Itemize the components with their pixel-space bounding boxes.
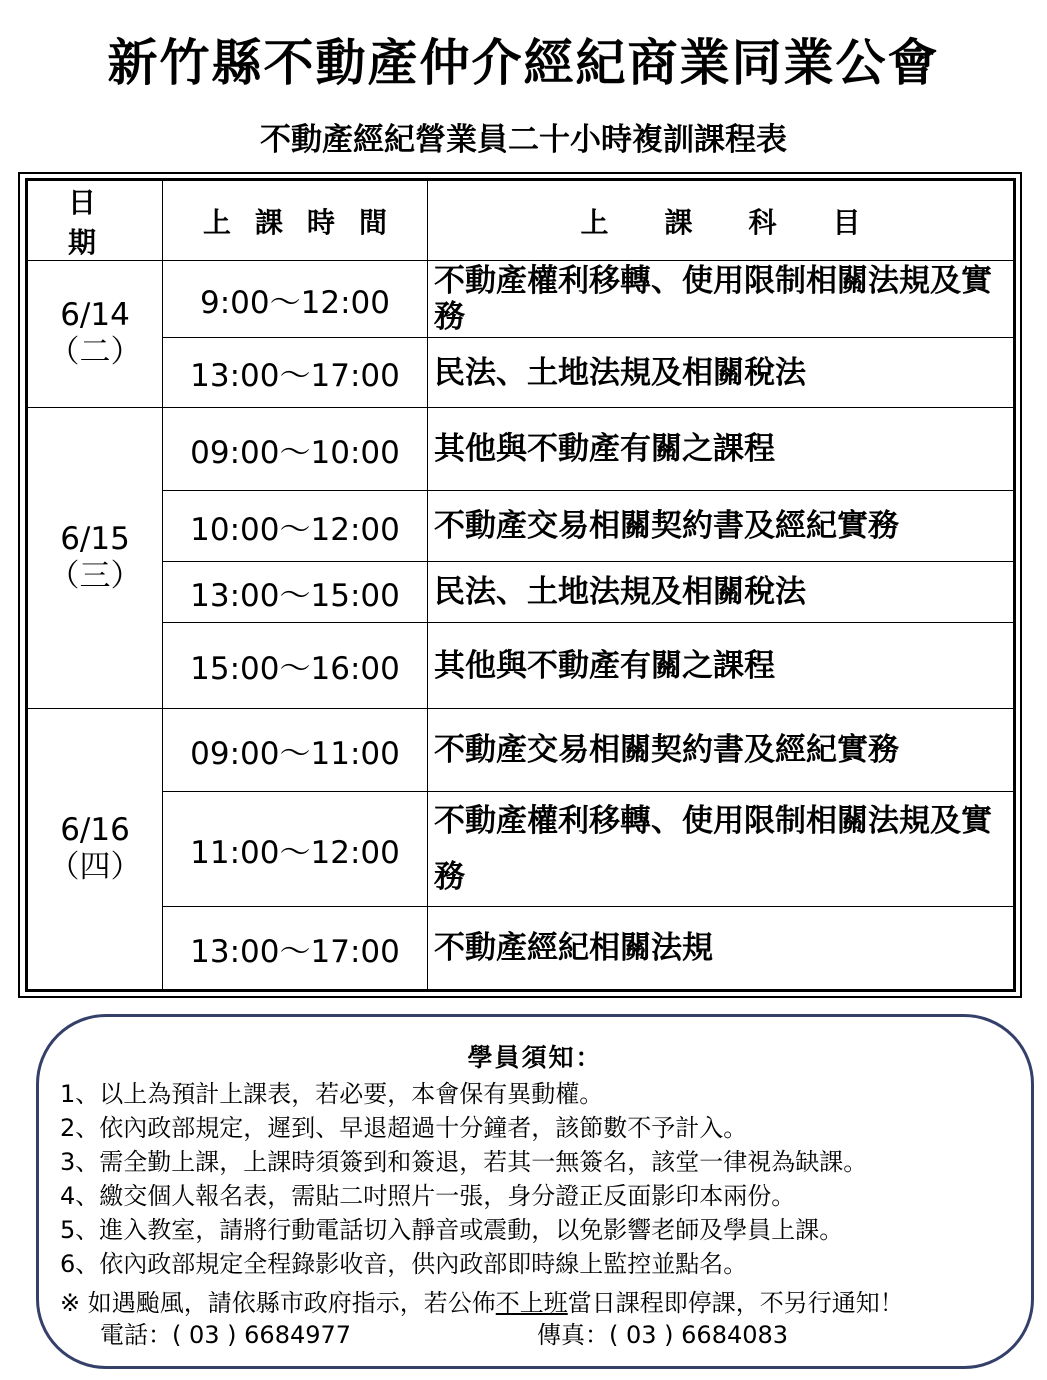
session-subject: 不動產交易相關契約書及經紀實務: [434, 732, 899, 768]
session-subject: 不動產經紀相關法規: [434, 930, 713, 966]
schedule-table: [25, 178, 1016, 992]
session-subject: 其他與不動產有關之課程: [434, 647, 775, 684]
date-value: 6/16: [60, 812, 130, 848]
notice-item: 1、以上為預計上課表，若必要，本會保有異動權。: [60, 1080, 604, 1108]
session-time: 15:00～16:00: [190, 651, 400, 687]
session-time: 09:00～10:00: [190, 434, 400, 471]
fax-number: 傳真：( 03 ) 6684083: [537, 1321, 789, 1349]
session-time: 11:00～12:00: [190, 834, 400, 871]
notice-item: 3、需全勤上課，上課時須簽到和簽退，若其一無簽名，該堂一律視為缺課。: [60, 1148, 868, 1176]
session-time: 10:00～12:00: [190, 511, 400, 548]
session-time: 09:00～11:00: [190, 735, 400, 772]
session-time: 13:00～15:00: [190, 577, 400, 614]
header-date: 日期: [68, 185, 139, 259]
session-subject: 其他與不動產有關之課程: [434, 431, 775, 467]
session-subject: 不動產權利移轉、使用限制相關法規及實務: [434, 263, 992, 335]
typhoon-underlined-text: 不上班: [495, 1289, 568, 1317]
typhoon-text: ※ 如遇颱風，請依縣市政府指示，若公佈: [60, 1289, 496, 1317]
session-subject: 不動產交易相關契約書及經紀實務: [434, 508, 899, 544]
session-time: 13:00～17:00: [190, 358, 400, 394]
date-cell: [28, 261, 162, 407]
session-subject: 民法、土地法規及相關稅法: [434, 354, 806, 391]
header-subject: 上課科目: [580, 205, 917, 239]
typhoon-text-end: 當日課程即停課，不另行通知！: [567, 1289, 904, 1317]
typhoon-notice: [60, 1286, 904, 1320]
phone-number: 電話：( 03 ) 6684977: [100, 1321, 352, 1349]
date-cell: [28, 408, 162, 708]
session-subject: 不動產權利移轉、使用限制相關法規及實務: [434, 803, 992, 895]
notice-item: 5、進入教室，請將行動電話切入靜音或震動，以免影響老師及學員上課。: [60, 1216, 844, 1244]
notice-item: 2、依內政部規定，遲到、早退超過十分鐘者，該節數不予計入。: [60, 1114, 748, 1142]
notice-item: 6、依內政部規定全程錄影收音，供內政部即時線上監控並點名。: [60, 1250, 748, 1278]
weekday-value: （四）: [48, 849, 142, 885]
notice-item: 4、繳交個人報名表，需貼二吋照片一張，身分證正反面影印本兩份。: [60, 1182, 796, 1210]
organization-title: 新竹縣不動產仲介經紀商業同業公會: [107, 34, 940, 92]
session-subject: 民法、土地法規及相關稅法: [434, 574, 806, 610]
date-cell: [28, 709, 162, 989]
session-time: 9:00～12:00: [200, 284, 390, 321]
session-time: 13:00～17:00: [190, 933, 400, 970]
header-time: 上課時間: [202, 205, 411, 239]
weekday-value: （二）: [48, 334, 142, 370]
weekday-value: （三）: [48, 558, 142, 594]
notice-title: 學員須知：: [467, 1043, 603, 1072]
date-value: 6/14: [60, 297, 130, 333]
date-value: 6/15: [60, 521, 130, 557]
course-schedule-title: 不動產經紀營業員二十小時複訓課程表: [260, 122, 787, 158]
